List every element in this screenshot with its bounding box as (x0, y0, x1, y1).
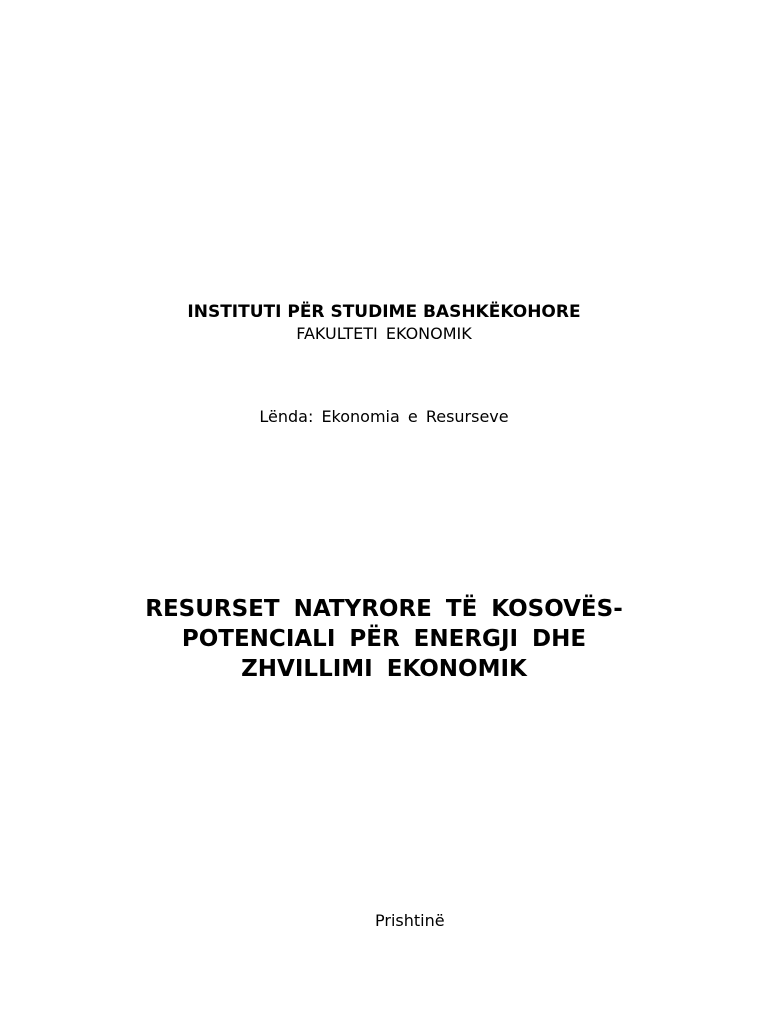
place-name: Prishtinë (375, 911, 445, 930)
thesis-title (0, 594, 768, 684)
thesis-title-line-1: RESURSET NATYRORE TË KOSOVËS- (145, 596, 623, 622)
subject-line: Lënda: Ekonomia e Resurseve (259, 407, 509, 426)
institute-name: INSTITUTI PËR STUDIME BASHKËKOHORE (187, 302, 581, 322)
thesis-title-line-2: POTENCIALI PËR ENERGJI DHE (181, 626, 587, 652)
thesis-title-line-3: ZHVILLIMI EKONOMIK (241, 656, 527, 682)
faculty-name: FAKULTETI EKONOMIK (296, 324, 472, 343)
